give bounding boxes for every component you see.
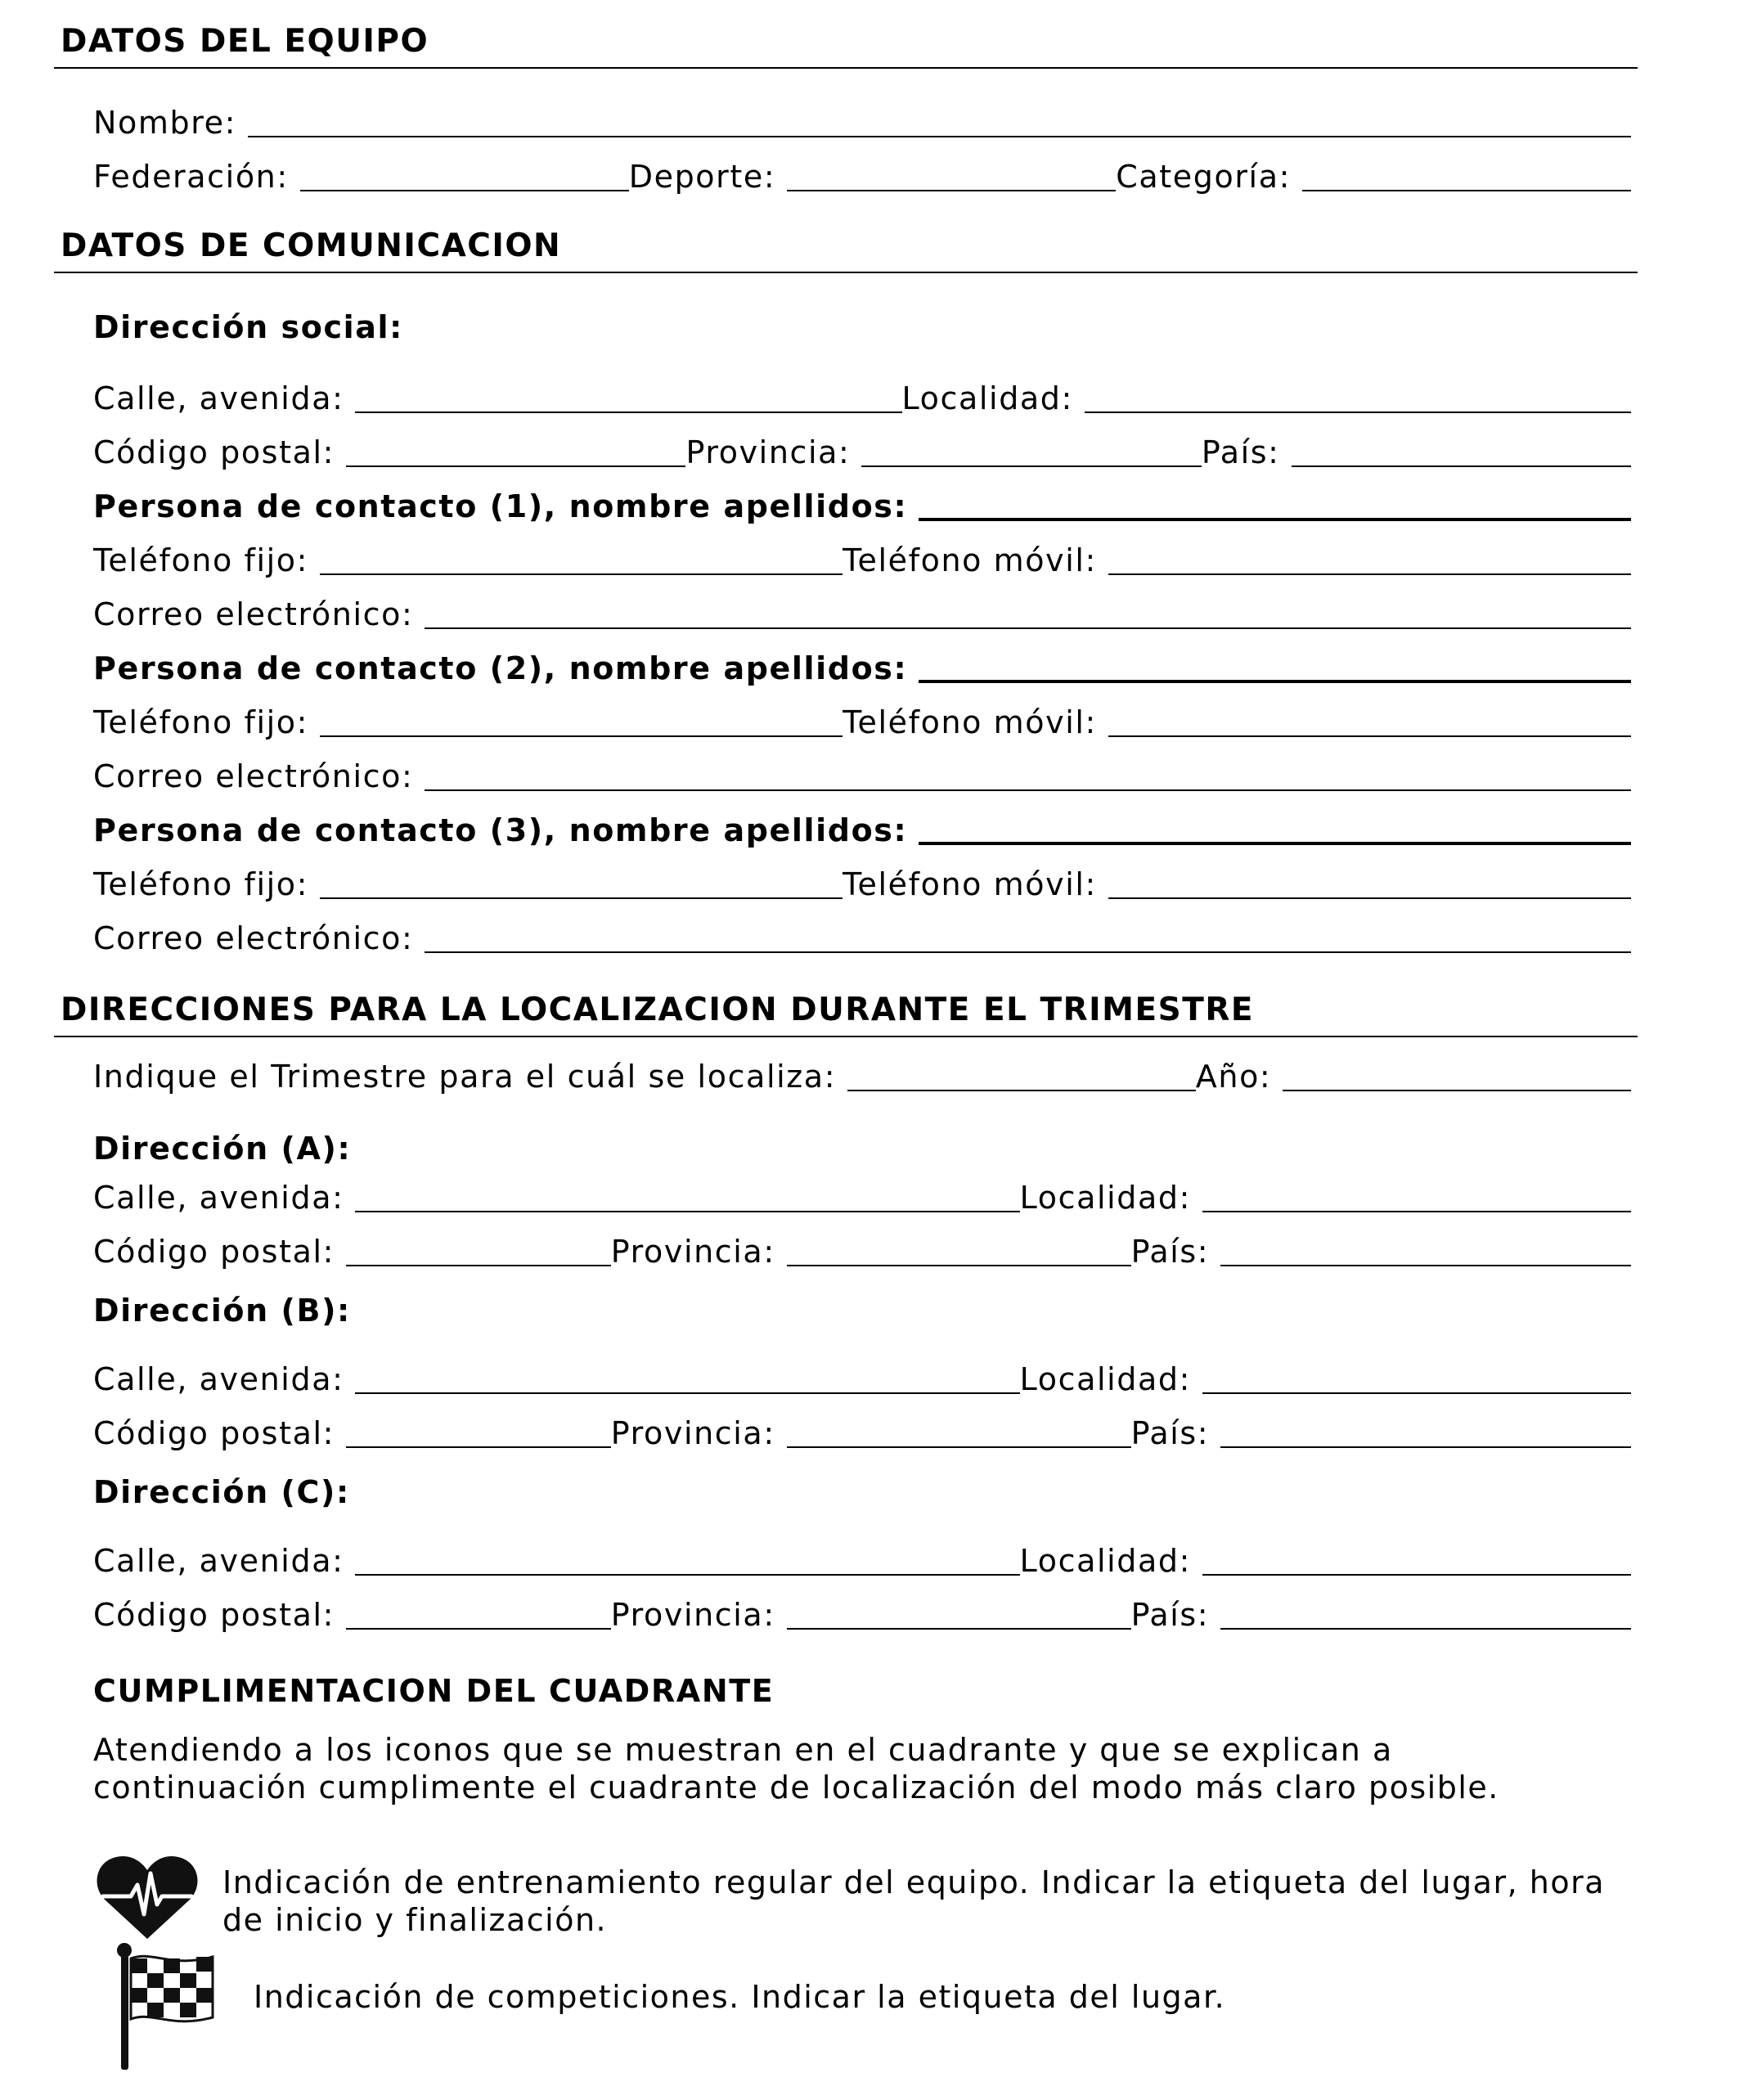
calle-field[interactable] — [355, 411, 901, 413]
form-row-calle-b — [93, 1360, 1638, 1399]
section-heading-equipo: DATOS DEL EQUIPO — [54, 23, 1638, 69]
correo-1-field[interactable] — [425, 627, 1631, 629]
telefono-movil-2-field[interactable] — [1108, 735, 1631, 737]
field-label-telefono-fijo: Teléfono fijo: — [93, 542, 309, 578]
field-label-pais: País: — [1130, 1415, 1210, 1451]
provincia-field[interactable] — [861, 465, 1201, 467]
form-row-nombre — [93, 103, 1638, 142]
localidad-field[interactable] — [1085, 411, 1631, 413]
field-label-calle: Calle, avenida: — [93, 1543, 344, 1579]
field-label-calle: Calle, avenida: — [93, 1180, 344, 1216]
telefono-fijo-3-field[interactable] — [320, 897, 843, 899]
correo-2-field[interactable] — [425, 789, 1631, 791]
field-label-contacto-3: Persona de contacto (3), nombre apellidos: — [93, 812, 908, 848]
form-row-telefono-3 — [93, 865, 1638, 904]
trimestre-field[interactable] — [847, 1090, 1196, 1091]
form-row-correo-3 — [93, 919, 1638, 958]
field-label-deporte: Deporte: — [628, 159, 776, 195]
cuadrante-intro: Atendiendo a los iconos que se muestran en el cuadrante y que se explican a continuación cumplimente el cuadrante de localización del modo más claro posible. — [93, 1732, 1499, 1805]
field-label-contacto-1: Persona de contacto (1), nombre apellidos: — [93, 488, 908, 524]
field-label-telefono-movil: Teléfono móvil: — [843, 704, 1097, 740]
subheading-direccion-a: Dirección (A): — [93, 1131, 352, 1167]
form-row-federacion — [93, 157, 1638, 196]
codigo-postal-c-field[interactable] — [346, 1628, 611, 1630]
telefono-fijo-2-field[interactable] — [320, 735, 843, 737]
field-label-localidad: Localidad: — [901, 380, 1073, 416]
field-label-telefono-movil: Teléfono móvil: — [843, 866, 1097, 902]
subheading-direccion-b: Dirección (B): — [93, 1293, 351, 1329]
deporte-field[interactable] — [787, 190, 1116, 191]
field-label-provincia: Provincia: — [610, 1415, 775, 1451]
form-row-calle-a — [93, 1178, 1638, 1217]
form-row-codigo-postal-b — [93, 1414, 1638, 1453]
checkered-flag-icon — [113, 1942, 216, 2076]
form-row-telefono-2 — [93, 703, 1638, 742]
section-heading-comunicacion: DATOS DE COMUNICACION — [54, 227, 1638, 273]
form-row-contacto-1 — [93, 487, 1638, 526]
field-label-codigo-postal: Código postal: — [93, 1415, 335, 1451]
form-row-correo-2 — [93, 757, 1638, 796]
form-row-correo-1 — [93, 595, 1638, 634]
codigo-postal-field[interactable] — [346, 465, 685, 467]
field-label-pais: País: — [1201, 434, 1280, 470]
field-label-localidad: Localidad: — [1019, 1543, 1192, 1579]
field-label-contacto-2: Persona de contacto (2), nombre apellidos: — [93, 650, 908, 686]
form-row-contacto-2 — [93, 649, 1638, 688]
provincia-c-field[interactable] — [787, 1628, 1131, 1630]
field-label-federacion: Federación: — [93, 159, 289, 195]
field-label-pais: País: — [1130, 1597, 1210, 1633]
field-label-telefono-fijo: Teléfono fijo: — [93, 704, 309, 740]
field-label-provincia: Provincia: — [610, 1597, 775, 1633]
field-label-pais: País: — [1130, 1234, 1210, 1270]
telefono-fijo-1-field[interactable] — [320, 573, 843, 575]
field-label-codigo-postal: Código postal: — [93, 434, 335, 470]
provincia-b-field[interactable] — [787, 1446, 1131, 1448]
form-row-calle — [93, 379, 1638, 418]
section-heading-cuadrante: CUMPLIMENTACION DEL CUADRANTE — [93, 1673, 775, 1709]
form-row-telefono-1 — [93, 541, 1638, 580]
form-row-codigo-postal-c — [93, 1595, 1638, 1635]
provincia-a-field[interactable] — [787, 1265, 1131, 1266]
localidad-c-field[interactable] — [1202, 1574, 1631, 1576]
correo-3-field[interactable] — [425, 951, 1631, 953]
field-label-codigo-postal: Código postal: — [93, 1597, 335, 1633]
categoria-field[interactable] — [1302, 190, 1631, 191]
localidad-a-field[interactable] — [1202, 1211, 1631, 1212]
section-heading-localizacion: DIRECCIONES PARA LA LOCALIZACION DURANTE EL TRIMESTRE — [54, 992, 1638, 1037]
field-label-anio: Año: — [1195, 1059, 1272, 1095]
field-label-correo: Correo electrónico: — [93, 920, 414, 956]
telefono-movil-3-field[interactable] — [1108, 897, 1631, 899]
field-label-codigo-postal: Código postal: — [93, 1234, 335, 1270]
heartbeat-icon — [97, 1854, 198, 1944]
form-row-trimestre — [93, 1057, 1638, 1096]
localidad-b-field[interactable] — [1202, 1392, 1631, 1394]
field-label-provincia: Provincia: — [610, 1234, 775, 1270]
form-row-codigo-postal-a — [93, 1232, 1638, 1271]
legend-competiciones-text: Indicación de competiciones. Indicar la etiqueta del lugar. — [254, 1979, 1226, 2015]
calle-a-field[interactable] — [355, 1211, 1019, 1212]
legend-entrenamiento-text: Indicación de entrenamiento regular del equipo. Indicar la etiqueta del lugar, hora de inicio y finalización. — [222, 1864, 1605, 1938]
contacto-2-nombre-field[interactable] — [919, 680, 1631, 683]
field-label-correo: Correo electrónico: — [93, 596, 414, 632]
field-label-localidad: Localidad: — [1019, 1180, 1192, 1216]
pais-field[interactable] — [1292, 465, 1631, 467]
field-label-telefono-movil: Teléfono móvil: — [843, 542, 1097, 578]
pais-a-field[interactable] — [1220, 1265, 1631, 1266]
field-label-telefono-fijo: Teléfono fijo: — [93, 866, 309, 902]
contacto-3-nombre-field[interactable] — [919, 842, 1631, 845]
calle-b-field[interactable] — [355, 1392, 1019, 1394]
field-label-correo: Correo electrónico: — [93, 758, 414, 794]
anio-field[interactable] — [1283, 1090, 1631, 1091]
nombre-field[interactable] — [248, 136, 1631, 137]
subheading-direccion-social: Dirección social: — [93, 309, 403, 345]
form-row-codigo-postal — [93, 433, 1638, 472]
field-label-provincia: Provincia: — [685, 434, 851, 470]
field-label-localidad: Localidad: — [1019, 1361, 1192, 1397]
form-row-calle-c — [93, 1541, 1638, 1581]
field-label-categoria: Categoría: — [1116, 159, 1291, 195]
field-label-calle: Calle, avenida: — [93, 1361, 344, 1397]
pais-c-field[interactable] — [1220, 1628, 1631, 1630]
calle-c-field[interactable] — [355, 1574, 1019, 1576]
pais-b-field[interactable] — [1220, 1446, 1631, 1448]
subheading-direccion-c: Dirección (C): — [93, 1474, 350, 1510]
codigo-postal-b-field[interactable] — [346, 1446, 611, 1448]
form-row-contacto-3 — [93, 811, 1638, 850]
telefono-movil-1-field[interactable] — [1108, 573, 1631, 575]
field-label-calle: Calle, avenida: — [93, 380, 344, 416]
field-label-nombre: Nombre: — [93, 105, 236, 141]
field-label-trimestre: Indique el Trimestre para el cuál se localiza: — [93, 1059, 837, 1095]
contacto-1-nombre-field[interactable] — [919, 518, 1631, 521]
codigo-postal-a-field[interactable] — [346, 1265, 611, 1266]
federacion-field[interactable] — [300, 190, 629, 191]
